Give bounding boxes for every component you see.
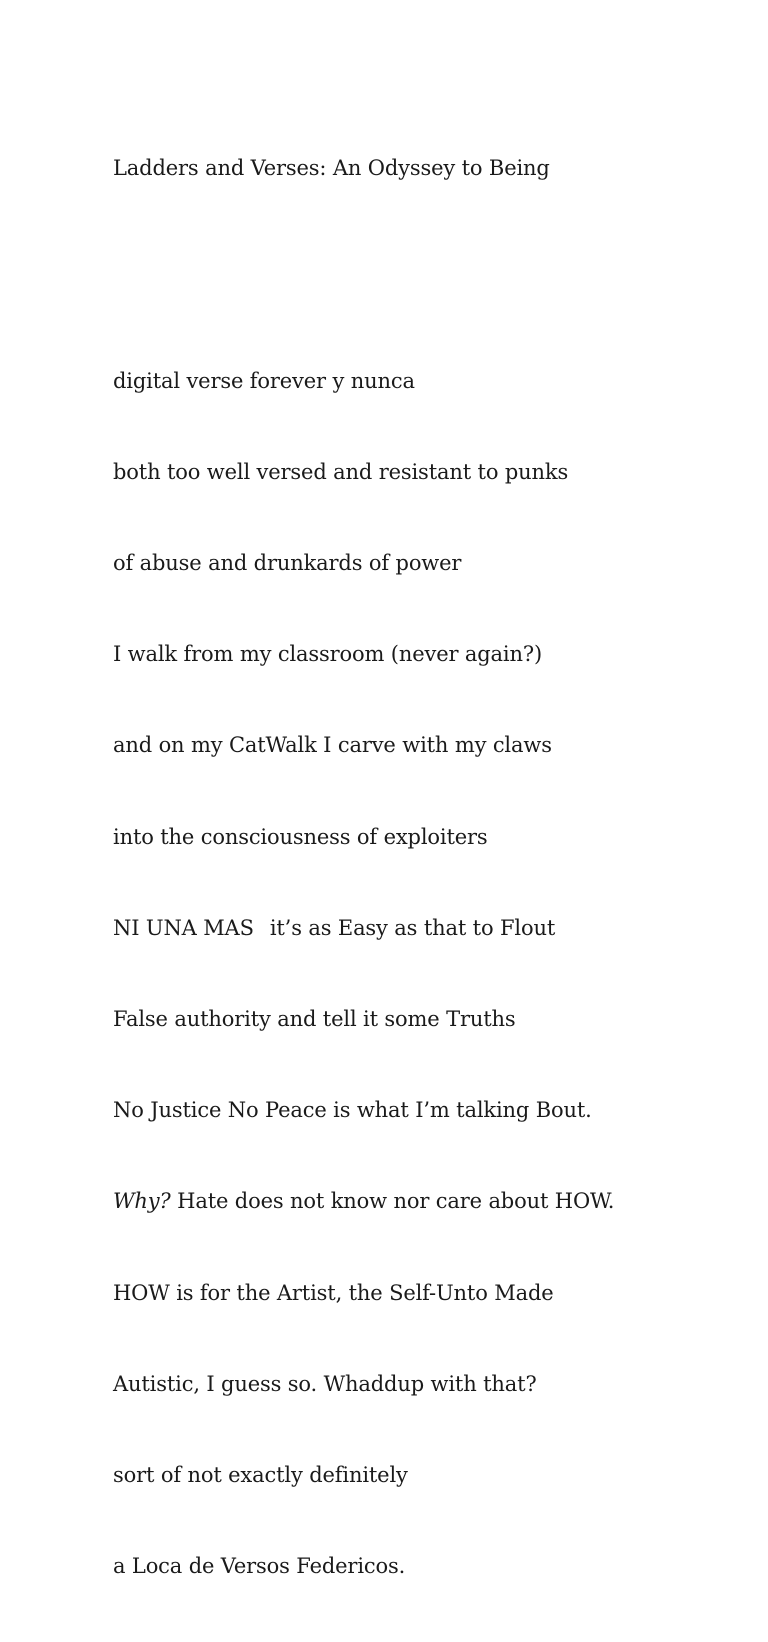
poem-line: False authority and tell it some Truths <box>113 1007 516 1032</box>
poem-line-lead: NI UNA MAS <box>113 915 254 940</box>
poem-line: sort of not exactly definitely <box>113 1463 408 1488</box>
poem-line-italic: Why? <box>113 1189 171 1214</box>
poem-line <box>113 1186 733 1216</box>
poem-line: and on my CatWalk I carve with my claws <box>113 733 552 758</box>
poem-line: I walk from my classroom (never again?) <box>113 642 543 667</box>
poem-line: Autistic, I guess so. Whaddup with that? <box>113 1371 537 1396</box>
poem-line-rest: Hate does not know nor care about HOW. <box>170 1189 615 1214</box>
poem-line: a Loca de Versos Federicos. <box>113 1554 406 1579</box>
poem-title: Ladders and Verses: An Odyssey to Being <box>113 155 550 180</box>
poem-line: both too well versed and resistant to punks <box>113 459 569 484</box>
poem-line: HOW is for the Artist, the Self-Unto Made <box>113 1280 554 1305</box>
poem-line: into the consciousness of exploiters <box>113 824 488 849</box>
stanza-gap <box>113 244 733 274</box>
poem-line: digital verse forever y nunca <box>113 368 415 393</box>
poem <box>113 92 733 1642</box>
poem-line: No Justice No Peace is what I’m talking Bout. <box>113 1098 592 1123</box>
poem-line <box>113 913 733 943</box>
poem-line-rest: it’s as Easy as that to Flout <box>269 915 556 940</box>
poem-line: of abuse and drunkards of power <box>113 551 462 576</box>
